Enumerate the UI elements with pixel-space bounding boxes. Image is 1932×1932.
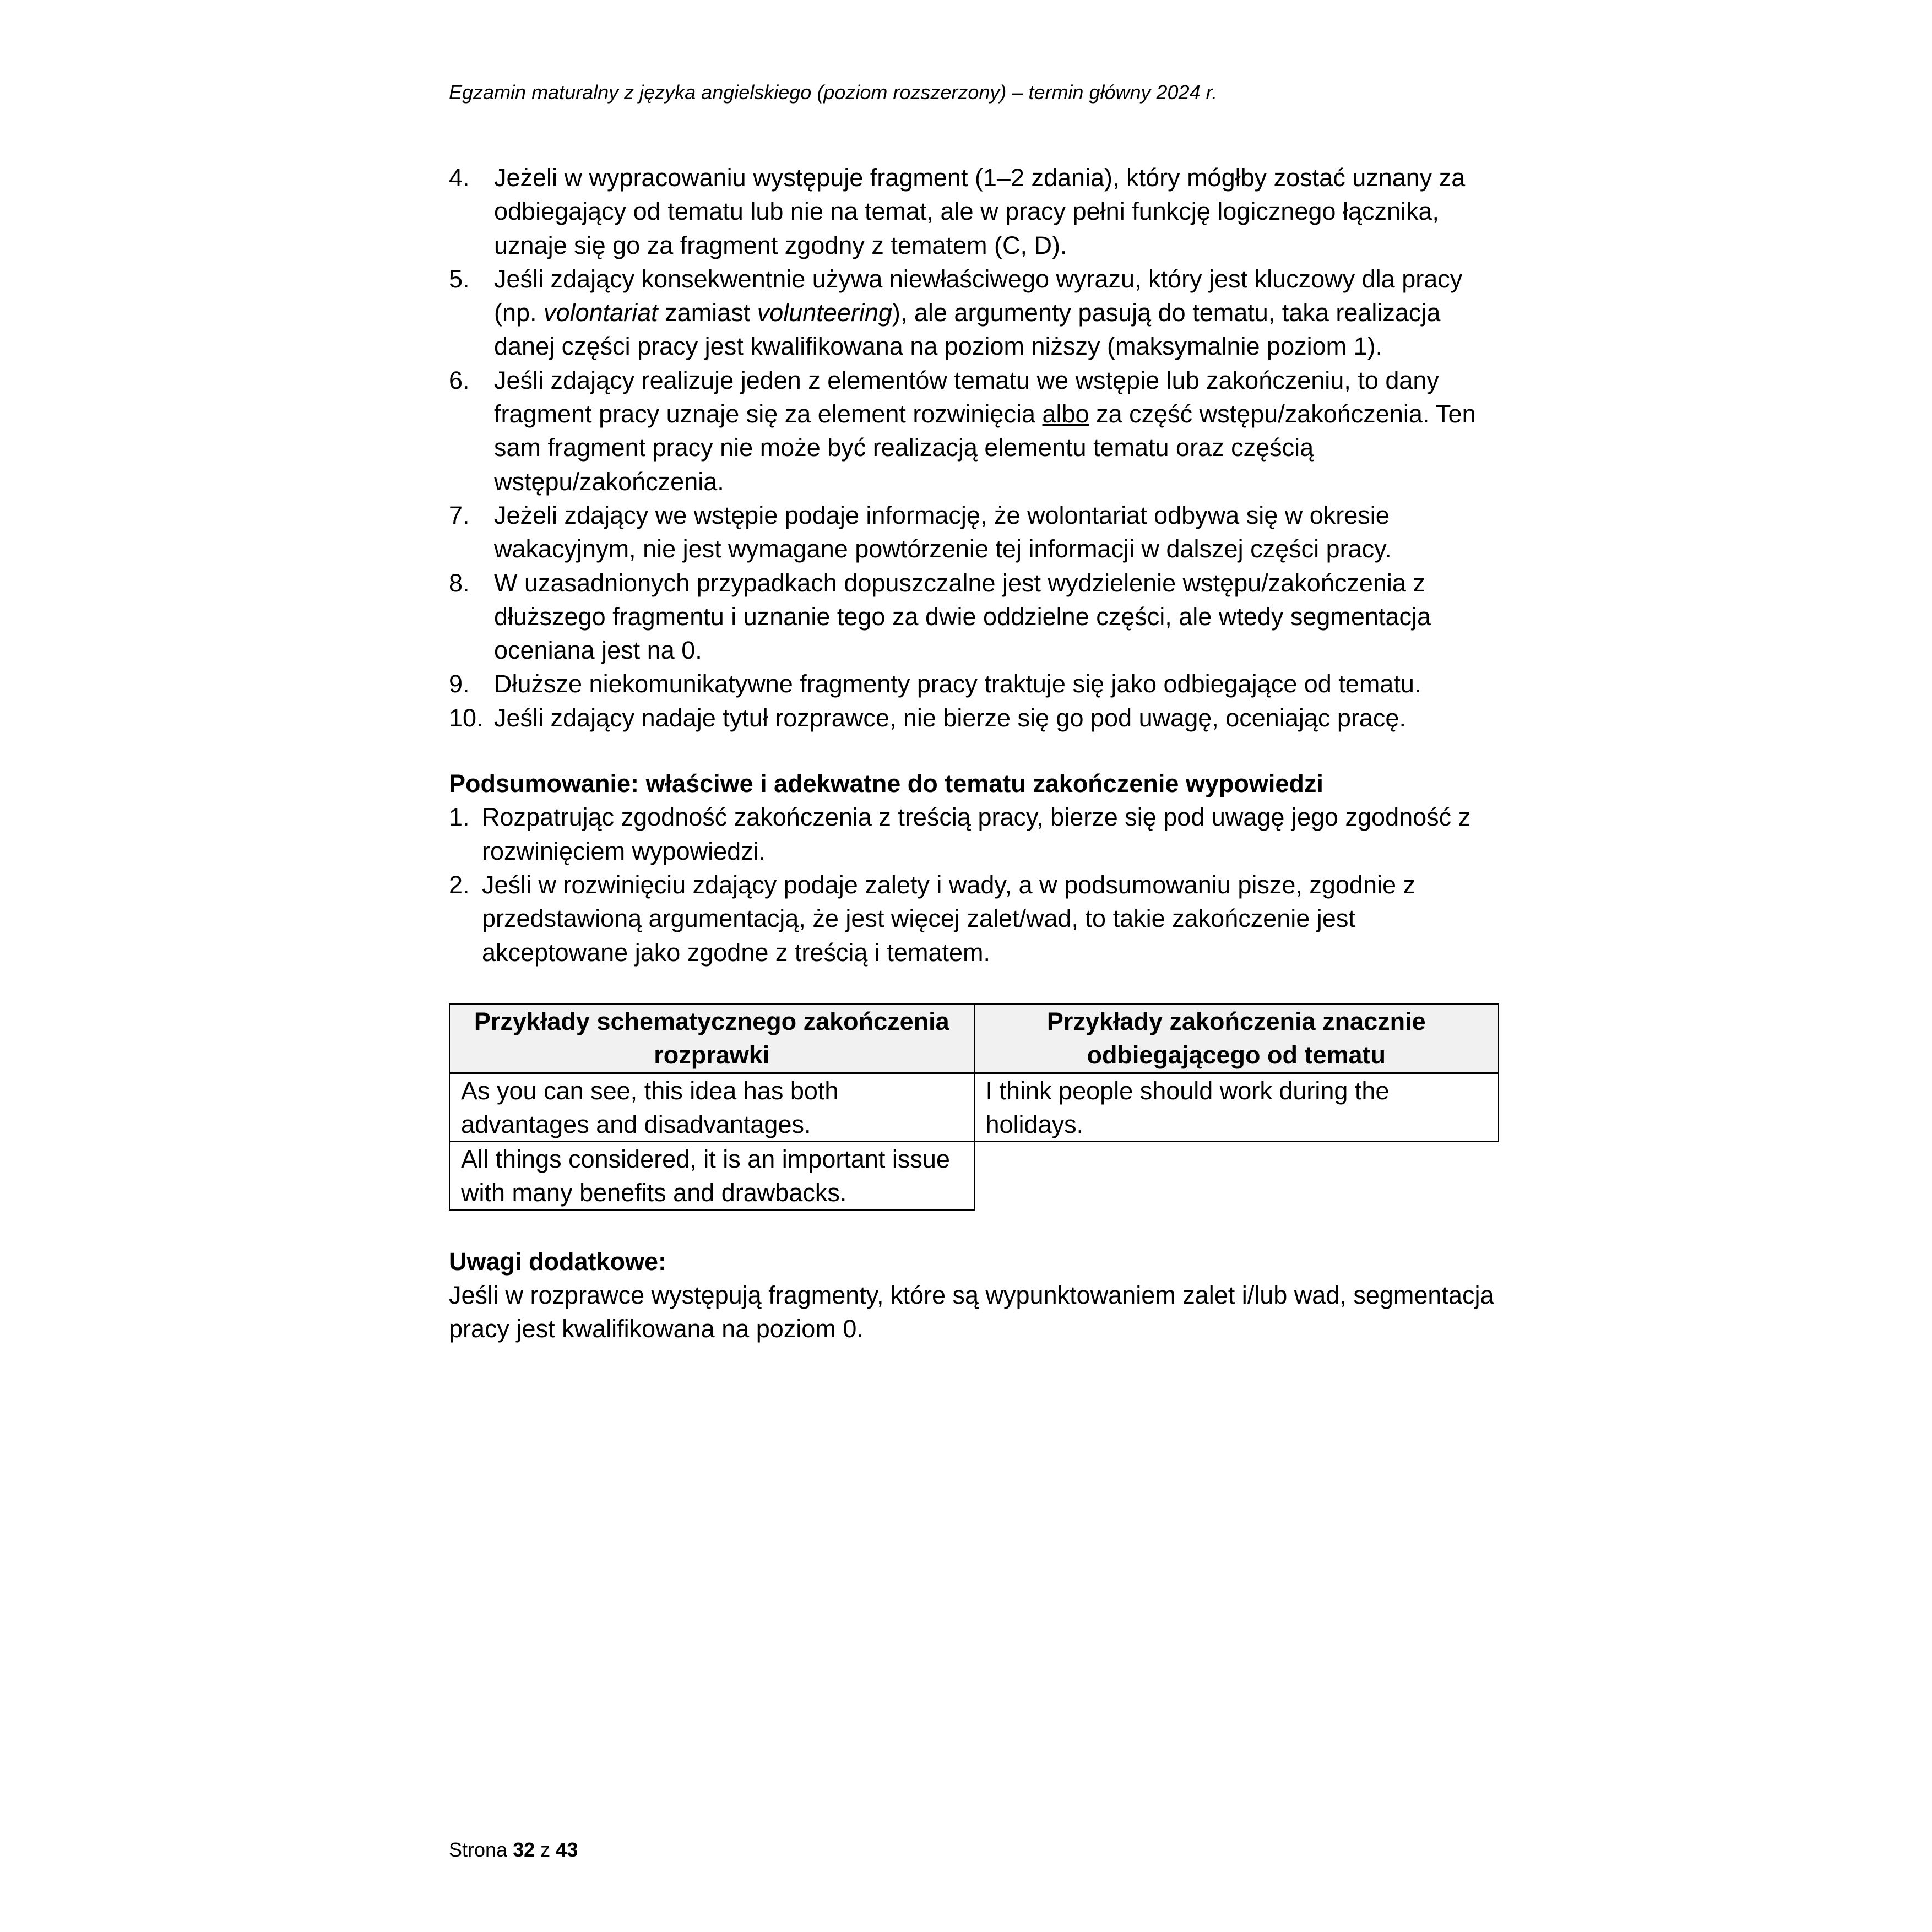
- list-item: [449, 363, 1506, 498]
- list-item-text-part: Jeśli zdający realizuje jeden z elementów tematu we wstępie lub zakończeniu, to dany fragment pracy uznaje się za element rozwinięcia: [494, 366, 1439, 428]
- list-item-text: Jeśli zdający nadaje tytuł rozprawce, nie bierze się go pod uwagę, oceniając pracę.: [494, 703, 1406, 732]
- footer-page-total: 43: [556, 1838, 578, 1861]
- list-item-number: 7.: [449, 501, 470, 529]
- notes-heading: Uwagi dodatkowe:: [449, 1247, 667, 1276]
- rules-list: [449, 161, 1506, 735]
- summary-list: [449, 800, 1506, 969]
- list-item: [449, 498, 1506, 566]
- list-item-text-part: zamiast: [658, 299, 757, 327]
- column-header-off-topic: Przykłady zakończenia znacznie odbiegającego od tematu: [974, 1004, 1499, 1073]
- column-header-schematic: Przykłady schematycznego zakończenia rozprawki: [449, 1004, 974, 1073]
- table-cell: I think people should work during the holidays.: [974, 1073, 1499, 1142]
- list-item-number: 5.: [449, 264, 470, 293]
- table-cell: All things considered, it is an important issue with many benefits and drawbacks.: [449, 1142, 974, 1210]
- page-header: Egzamin maturalny z języka angielskiego (poziom rozszerzony) – termin główny 2024 r.: [449, 81, 1218, 104]
- table-cell-empty: [974, 1142, 1499, 1210]
- list-item-text-part: Jeśli zdający konsekwentnie używa niewłaściwego wyrazu, który jest kluczowy dla pracy (np.: [494, 264, 1463, 327]
- term-volontariat: volontariat: [544, 299, 658, 327]
- list-item: [449, 667, 1506, 701]
- list-item-text-part: za część wstępu/zakończenia. Ten sam fragment pracy nie może być realizacją elementu tematu oraz częścią wstępu/zakończenia.: [494, 400, 1476, 496]
- footer-separator: z: [540, 1838, 551, 1861]
- table-cell: As you can see, this idea has both advantages and disadvantages.: [449, 1073, 974, 1142]
- term-volunteering: volunteering: [757, 299, 892, 327]
- summary-heading: Podsumowanie: właściwe i adekwatne do tematu zakończenie wypowiedzi: [449, 769, 1323, 798]
- table-row: [449, 1073, 1499, 1142]
- list-item-text: Jeśli w rozwinięciu zdający podaje zalety i wady, a w podsumowaniu pisze, zgodnie z przedstawioną argumentacją, że jest więcej zalet/wad, to takie zakończenie jest akceptowane jako zgodne z treścią i tematem.: [482, 870, 1416, 967]
- footer-page-number: 32: [513, 1838, 535, 1861]
- list-item-text: Jeżeli w wypracowaniu występuje fragment (1–2 zdania), który mógłby zostać uznany za odbiegający od tematu lub nie na temat, ale w pracy pełni funkcję logicznego łącznika, uznaje się go za fragment zgodny z tematem (C, D).: [494, 164, 1466, 259]
- list-item-number: 2.: [449, 870, 470, 899]
- list-item: [449, 161, 1506, 262]
- list-item-number: 9.: [449, 670, 470, 698]
- table-row: [449, 1142, 1499, 1210]
- list-item-number: 8.: [449, 568, 470, 597]
- list-item-number: 10.: [449, 703, 484, 732]
- list-item-text: Rozpatrując zgodność zakończenia z treścią pracy, bierze się pod uwagę jego zgodność z rozwinięciem wypowiedzi.: [482, 803, 1471, 865]
- list-item: [449, 262, 1506, 363]
- list-item-number: 1.: [449, 803, 470, 832]
- list-item-number: 6.: [449, 366, 470, 394]
- notes-text: Jeśli w rozprawce występują fragmenty, które są wypunktowaniem zalet i/lub wad, segmentacja pracy jest kwalifikowana na poziom 0.: [449, 1281, 1494, 1343]
- list-item-text: Jeżeli zdający we wstępie podaje informację, że wolontariat odbywa się w okresie wakacyjnym, nie jest wymagane powtórzenie tej informacji w dalszej części pracy.: [494, 501, 1392, 563]
- list-item-text-part: ), ale argumenty pasują do tematu, taka realizacja danej części pracy jest kwalifikowana na poziom niższy (maksymalnie poziom 1).: [494, 299, 1441, 361]
- underlined-albo: albo: [1042, 400, 1089, 428]
- examples-table: [449, 1003, 1499, 1211]
- list-item: [449, 566, 1506, 667]
- table-header-row: [449, 1004, 1499, 1073]
- list-item: [449, 701, 1506, 735]
- list-item-text: Dłuższe niekomunikatywne fragmenty pracy traktuje się jako odbiegające od tematu.: [494, 670, 1421, 698]
- page-footer: [449, 1837, 578, 1863]
- document-body: [449, 161, 1506, 1346]
- footer-prefix: Strona: [449, 1838, 508, 1861]
- list-item-number: 4.: [449, 164, 470, 192]
- list-item: [449, 868, 1506, 969]
- list-item: [449, 800, 1506, 868]
- list-item-text: W uzasadnionych przypadkach dopuszczalne jest wydzielenie wstępu/zakończenia z dłuższego fragmentu i uznanie tego za dwie oddzielne części, ale wtedy segmentacja oceniana jest na 0.: [494, 568, 1431, 665]
